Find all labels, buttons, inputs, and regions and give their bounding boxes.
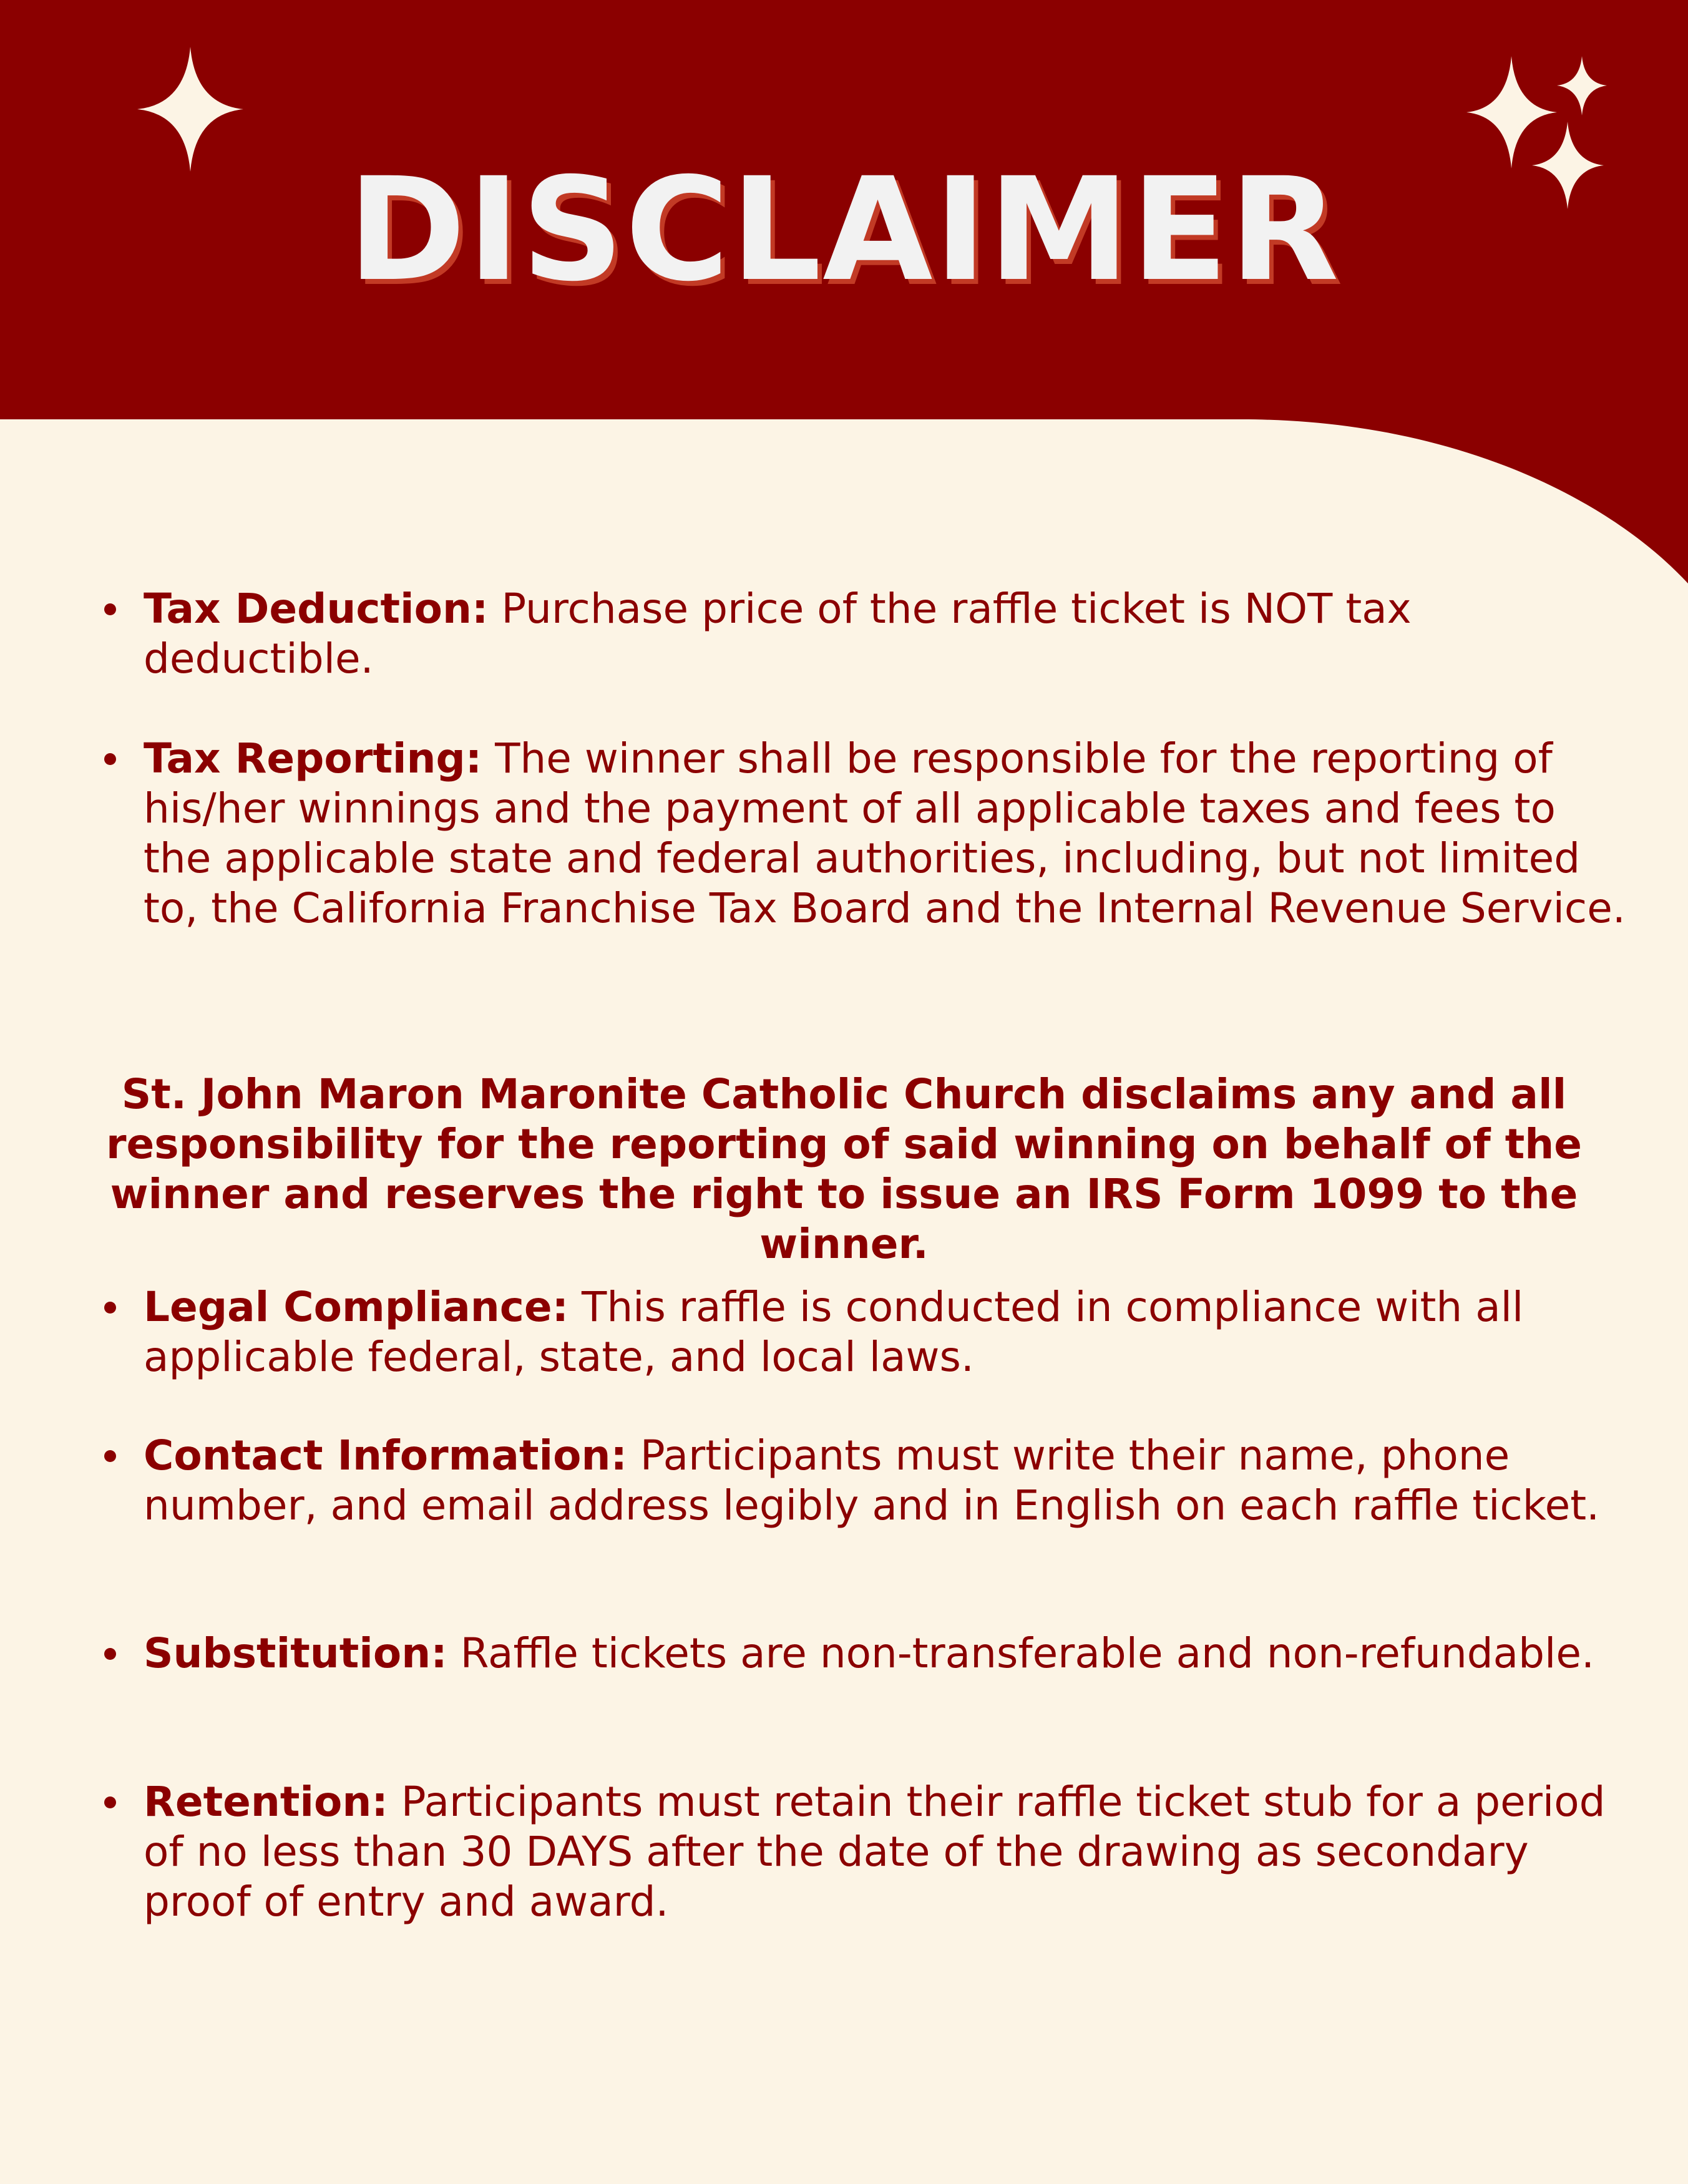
item-text: Participants must retain their raffle ticket stub for a period of no less than 30 DAYS after the date of the drawing as secondary proof of entry and award. [144, 1778, 1606, 1926]
bullet-icon [104, 1648, 116, 1660]
list-item-tax-deduction [144, 584, 1629, 684]
item-label: Substitution: [144, 1629, 447, 1677]
church-disclaimer-statement: St. John Maron Maronite Catholic Church disclaims any and all responsibility for the reporting of said winning on behalf of the winner and reserves the right to issue an IRS Form 1099 to the winner. [105, 1070, 1582, 1268]
bullet-icon [104, 1450, 116, 1462]
item-text: This raffle is conducted in compliance with all applicable federal, state, and local laws. [144, 1283, 1524, 1381]
list-item-retention [144, 1777, 1629, 1927]
bullet-icon [104, 1302, 116, 1314]
item-label: Tax Deduction: [144, 585, 489, 633]
bullet-icon [104, 753, 116, 765]
list-item-tax-reporting [144, 734, 1629, 934]
item-label: Legal Compliance: [144, 1283, 569, 1331]
list-item-contact-information [144, 1431, 1629, 1531]
item-label: Retention: [144, 1778, 388, 1826]
item-label: Tax Reporting: [144, 734, 482, 782]
list-item-legal-compliance [144, 1282, 1629, 1382]
item-label: Contact Information: [144, 1431, 627, 1480]
list-item-substitution [144, 1629, 1629, 1679]
bullet-icon [104, 1796, 116, 1808]
item-text: The winner shall be responsible for the reporting of his/her winnings and the payment of all applicable taxes and fees to the applicable state and federal authorities, including, but not limited to, the California Franchise Tax Board and the Internal Revenue Service. [144, 734, 1626, 932]
item-text: Raffle tickets are non-transferable and non-refundable. [447, 1629, 1594, 1677]
item-text: Participants must write their name, phone number, and email address legibly and in English on each raffle ticket. [144, 1431, 1600, 1529]
sparkle-right-small-icon [1557, 56, 1607, 115]
bullet-icon [104, 603, 116, 615]
item-text: Purchase price of the raffle ticket is NOT tax deductible. [144, 585, 1412, 683]
page-title: DISCLAIMER [348, 147, 1340, 313]
